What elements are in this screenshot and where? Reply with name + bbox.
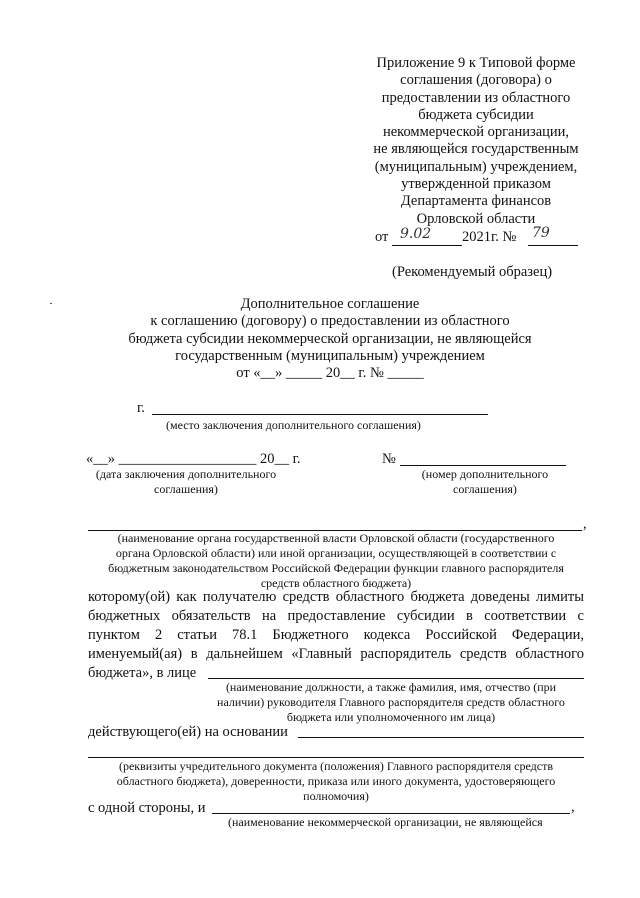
caption-line: соглашения) (453, 482, 517, 496)
requisites-line[interactable] (88, 757, 584, 758)
organ-caption (88, 531, 584, 591)
recommended-label: (Рекомендуемый образец) (392, 264, 553, 280)
person-caption (196, 680, 586, 725)
caption-line: наличии) руководителя Главного распорядителя средств областного (217, 695, 565, 709)
order-number-line (528, 245, 578, 246)
order-number-handwritten: 79 (532, 225, 550, 241)
caption-line: органа Орловской области) или иной организации, осуществляющей в соответствии с (115, 546, 557, 560)
order-prefix: от (375, 229, 389, 245)
place-prefix: г. (137, 400, 145, 416)
organization-caption: (наименование некоммерческой организации, не являющейся (228, 815, 543, 829)
paragraph-line: которому(ой) как получателю средств областного бюджета доведены лимиты (88, 589, 584, 605)
caption-line: соглашения) (154, 482, 218, 496)
title-line: к соглашению (договору) о предоставлении из областного (150, 313, 510, 330)
appendix-line: не являющейся государственным (373, 141, 579, 158)
appendix-line: Департамента финансов (400, 193, 552, 210)
organization-field-line[interactable] (212, 813, 570, 814)
requisites-caption (88, 759, 584, 804)
caption-line: (наименование должности, а также фамилия, имя, отчество (при (225, 680, 557, 694)
agreement-number-prefix: № (382, 451, 396, 467)
person-field-line[interactable] (208, 678, 584, 679)
caption-line: (наименование органа государственной власти Орловской области (государственного (117, 531, 555, 545)
appendix-line: предоставлении из областного (381, 89, 571, 106)
title-line: бюджета субсидии некоммерческой организации, не являющейся (128, 330, 532, 347)
agreement-number-line[interactable] (400, 465, 566, 466)
organization-line-comma: , (571, 799, 575, 815)
appendix-line: бюджета субсидии (418, 106, 534, 123)
title-line: от «__» _____ 20__ г. № _____ (236, 365, 424, 382)
acting-basis-label: действующего(ей) на основании (88, 724, 288, 740)
caption-line: (номер дополнительного (421, 467, 549, 481)
caption-line: полномочия) (303, 789, 369, 803)
appendix-line: некоммерческой организации, (382, 124, 570, 141)
scan-dot (50, 303, 52, 304)
title-line: Дополнительное соглашение (240, 296, 420, 312)
agreement-number-caption (400, 467, 570, 497)
title-line: государственным (муниципальным) учреждением (175, 347, 485, 364)
appendix-line: соглашения (договора) о (400, 72, 552, 89)
place-field-line[interactable] (152, 414, 488, 415)
place-caption: (место заключения дополнительного соглашения) (166, 418, 421, 432)
appendix-line: Приложение 9 к Типовой форме (376, 55, 576, 71)
caption-line: средств областного бюджета) (260, 576, 412, 590)
paragraph-line: пунктом 2 статьи 78.1 Бюджетного кодекса Российской Федерации, (88, 627, 584, 643)
organ-line-comma: , (583, 516, 587, 532)
order-date-line (392, 245, 462, 246)
paragraph-line: именуемый(ая) в дальнейшем «Главный распорядитель средств областного (88, 646, 584, 662)
agreement-date-field[interactable]: «__» ___________________ 20__ г. (86, 451, 301, 467)
caption-line: областного бюджета), доверенности, приказа или иного документа, удостоверяющего (116, 774, 556, 788)
appendix-block (340, 55, 612, 228)
caption-line: (дата заключения дополнительного (95, 467, 277, 481)
paragraph-last-line: бюджета», в лице (88, 665, 197, 681)
caption-line: бюджета или уполномоченного им лица) (286, 710, 496, 724)
appendix-line: (муниципальным) учреждением, (374, 158, 578, 175)
caption-line: бюджетным законодательством Российской Федерации функции главного распорядителя (108, 561, 564, 575)
appendix-line: утвержденной приказом (401, 176, 551, 193)
document-title (60, 296, 600, 382)
order-date-handwritten: 9.02 (400, 226, 432, 242)
caption-line: (реквизиты учредительного документа (положения) Главного распорядителя средств (118, 759, 554, 773)
acting-basis-line[interactable] (298, 737, 584, 738)
appendix-line: Орловской области (416, 210, 536, 227)
paragraph-line: бюджетных обязательств на предоставление субсидии в соответствии с (88, 608, 584, 624)
agreement-date-caption (86, 467, 286, 497)
one-side-label: с одной стороны, и (88, 800, 206, 816)
order-year: 2021г. № (462, 229, 517, 245)
